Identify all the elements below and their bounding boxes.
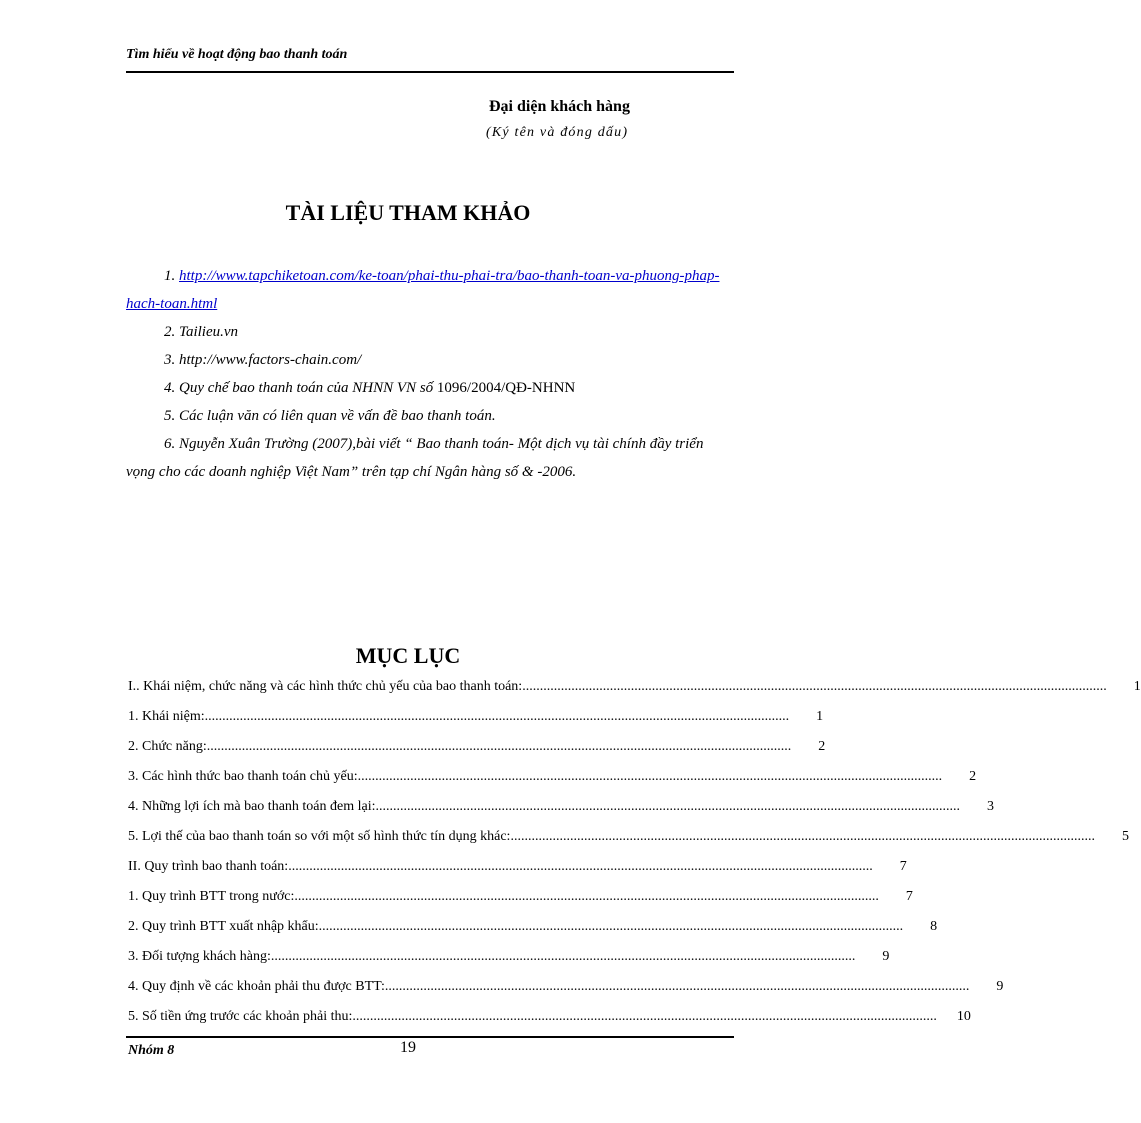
toc-leader: ....................................................................................................................................................................... <box>294 889 879 904</box>
toc-entry-text: 2. Quy trình BTT xuất nhập khẩu: <box>128 919 319 934</box>
toc-entry-text: 5. Lợi thế của bao thanh toán so với một số hình thức tín dụng khác: <box>128 829 511 844</box>
signature-note: (Ký tên và đóng dấu) <box>486 125 629 140</box>
toc-entry[interactable] <box>128 709 824 725</box>
toc-leader: ....................................................................................................................................................................... <box>384 979 970 994</box>
reference-text: http://www.factors-chain.com/ <box>179 352 362 368</box>
toc-entry-text: 1. Khái niệm: <box>128 709 205 724</box>
reference-number: 4. <box>164 380 176 396</box>
toc-leader: ....................................................................................................................................................................... <box>510 829 1095 844</box>
toc-entry[interactable] <box>128 859 907 875</box>
toc-entry-page: 2 <box>818 739 826 754</box>
toc-entry-page: 2 <box>969 769 977 784</box>
toc-entry-page: 9 <box>882 949 890 964</box>
toc-leader: ....................................................................................................................................................................... <box>206 739 792 754</box>
toc-leader: ....................................................................................................................................................................... <box>352 1009 937 1024</box>
toc-entry-text: 3. Các hình thức bao thanh toán chủ yếu: <box>128 769 358 784</box>
reference-text: Quy chế bao thanh toán của NHNN VN số <box>179 380 434 396</box>
toc-entry[interactable] <box>128 889 913 905</box>
toc-leader: ....................................................................................................................................................................... <box>318 919 904 934</box>
toc-entry-text: 2. Chức năng: <box>128 739 207 754</box>
toc-entry-text: 3. Đối tượng khách hàng: <box>128 949 271 964</box>
reference-number: 3. <box>164 352 176 368</box>
reference-number: 2. <box>164 324 176 340</box>
toc-entry-text: I.. Khái niệm, chức năng và các hình thức chủ yếu của bao thanh toán: <box>128 679 523 694</box>
toc-entry[interactable] <box>128 979 1004 995</box>
toc-leader: ....................................................................................................................................................................... <box>204 709 790 724</box>
references-title: TÀI LIỆU THAM KHẢO <box>285 200 531 225</box>
page-number: 19 <box>400 1039 416 1056</box>
reference-number: 1. <box>164 268 176 284</box>
toc-entry[interactable] <box>128 769 977 785</box>
toc-entry-page: 3 <box>987 799 994 814</box>
reference-text: Tailieu.vn <box>179 324 239 340</box>
toc-leader: ....................................................................................................................................................................... <box>357 769 943 784</box>
reference-item <box>126 430 736 486</box>
toc-entry[interactable] <box>128 829 1129 845</box>
toc-leader: ....................................................................................................................................................................... <box>270 949 856 964</box>
toc-entry[interactable] <box>128 799 994 815</box>
reference-text: Các luận văn có liên quan về vấn đề bao thanh toán. <box>179 408 496 424</box>
toc-title: MỤC LỤC <box>355 643 461 668</box>
toc-entry[interactable] <box>128 1009 971 1025</box>
toc-entry-page: 8 <box>930 919 938 934</box>
reference-item <box>126 402 736 430</box>
toc-entry-page: 10 <box>956 1009 971 1024</box>
toc-leader: ....................................................................................................................................................................... <box>522 679 1107 694</box>
footer-rule <box>126 1036 734 1038</box>
references-list <box>126 262 736 486</box>
toc-entry-page: 5 <box>1121 829 1129 844</box>
reference-item[interactable] <box>126 262 736 318</box>
toc-entry[interactable] <box>128 739 826 755</box>
toc-entry-page: 7 <box>905 889 913 904</box>
header-rule <box>126 71 734 73</box>
toc-entry-text: II. Quy trình bao thanh toán: <box>128 859 289 874</box>
reference-text: Nguyễn Xuân Trường (2007),bài viết “ Bao thanh toán- Một dịch vụ tài chính đầy triển vọng cho các doanh nghiệp Việt Nam” trên tạp chí Ngân hàng số & -2006. <box>126 436 704 480</box>
toc-entry-text: 4. Những lợi ích mà bao thanh toán đem lại: <box>128 799 376 814</box>
reference-item <box>126 374 736 402</box>
toc-entry[interactable] <box>128 679 1141 695</box>
toc-leader: ....................................................................................................................................................................... <box>375 799 960 814</box>
toc-entry-page: 1 <box>816 709 824 724</box>
toc-entry-text: 4. Quy định về các khoản phải thu được BTT: <box>128 979 385 994</box>
reference-item <box>126 318 736 346</box>
toc-leader: ....................................................................................................................................................................... <box>288 859 873 874</box>
reference-number: 5. <box>164 408 176 424</box>
reference-link[interactable]: http://www.tapchiketoan.com/ke-toan/phai-thu-phai-tra/bao-thanh-toan-va-phuong-phap-hach-toan.html <box>126 268 720 312</box>
reference-suffix: 1096/2004/QĐ-NHNN <box>436 380 576 396</box>
toc-entry-page: 7 <box>899 859 907 874</box>
footer-group-name: Nhóm 8 <box>128 1043 175 1058</box>
reference-item <box>126 346 736 374</box>
toc-entry[interactable] <box>128 949 890 965</box>
reference-number: 6. <box>164 436 176 452</box>
toc-entry[interactable] <box>128 919 938 935</box>
toc-entry-page: 1 <box>1133 679 1141 694</box>
toc-entry-page: 9 <box>996 979 1004 994</box>
toc-entry-text: 1. Quy trình BTT trong nước: <box>128 889 295 904</box>
running-header: Tìm hiểu về hoạt động bao thanh toán <box>126 47 348 62</box>
toc-entry-text: 5. Số tiền ứng trước các khoản phải thu: <box>128 1009 353 1024</box>
signature-label: Đại diện khách hàng <box>489 98 630 115</box>
